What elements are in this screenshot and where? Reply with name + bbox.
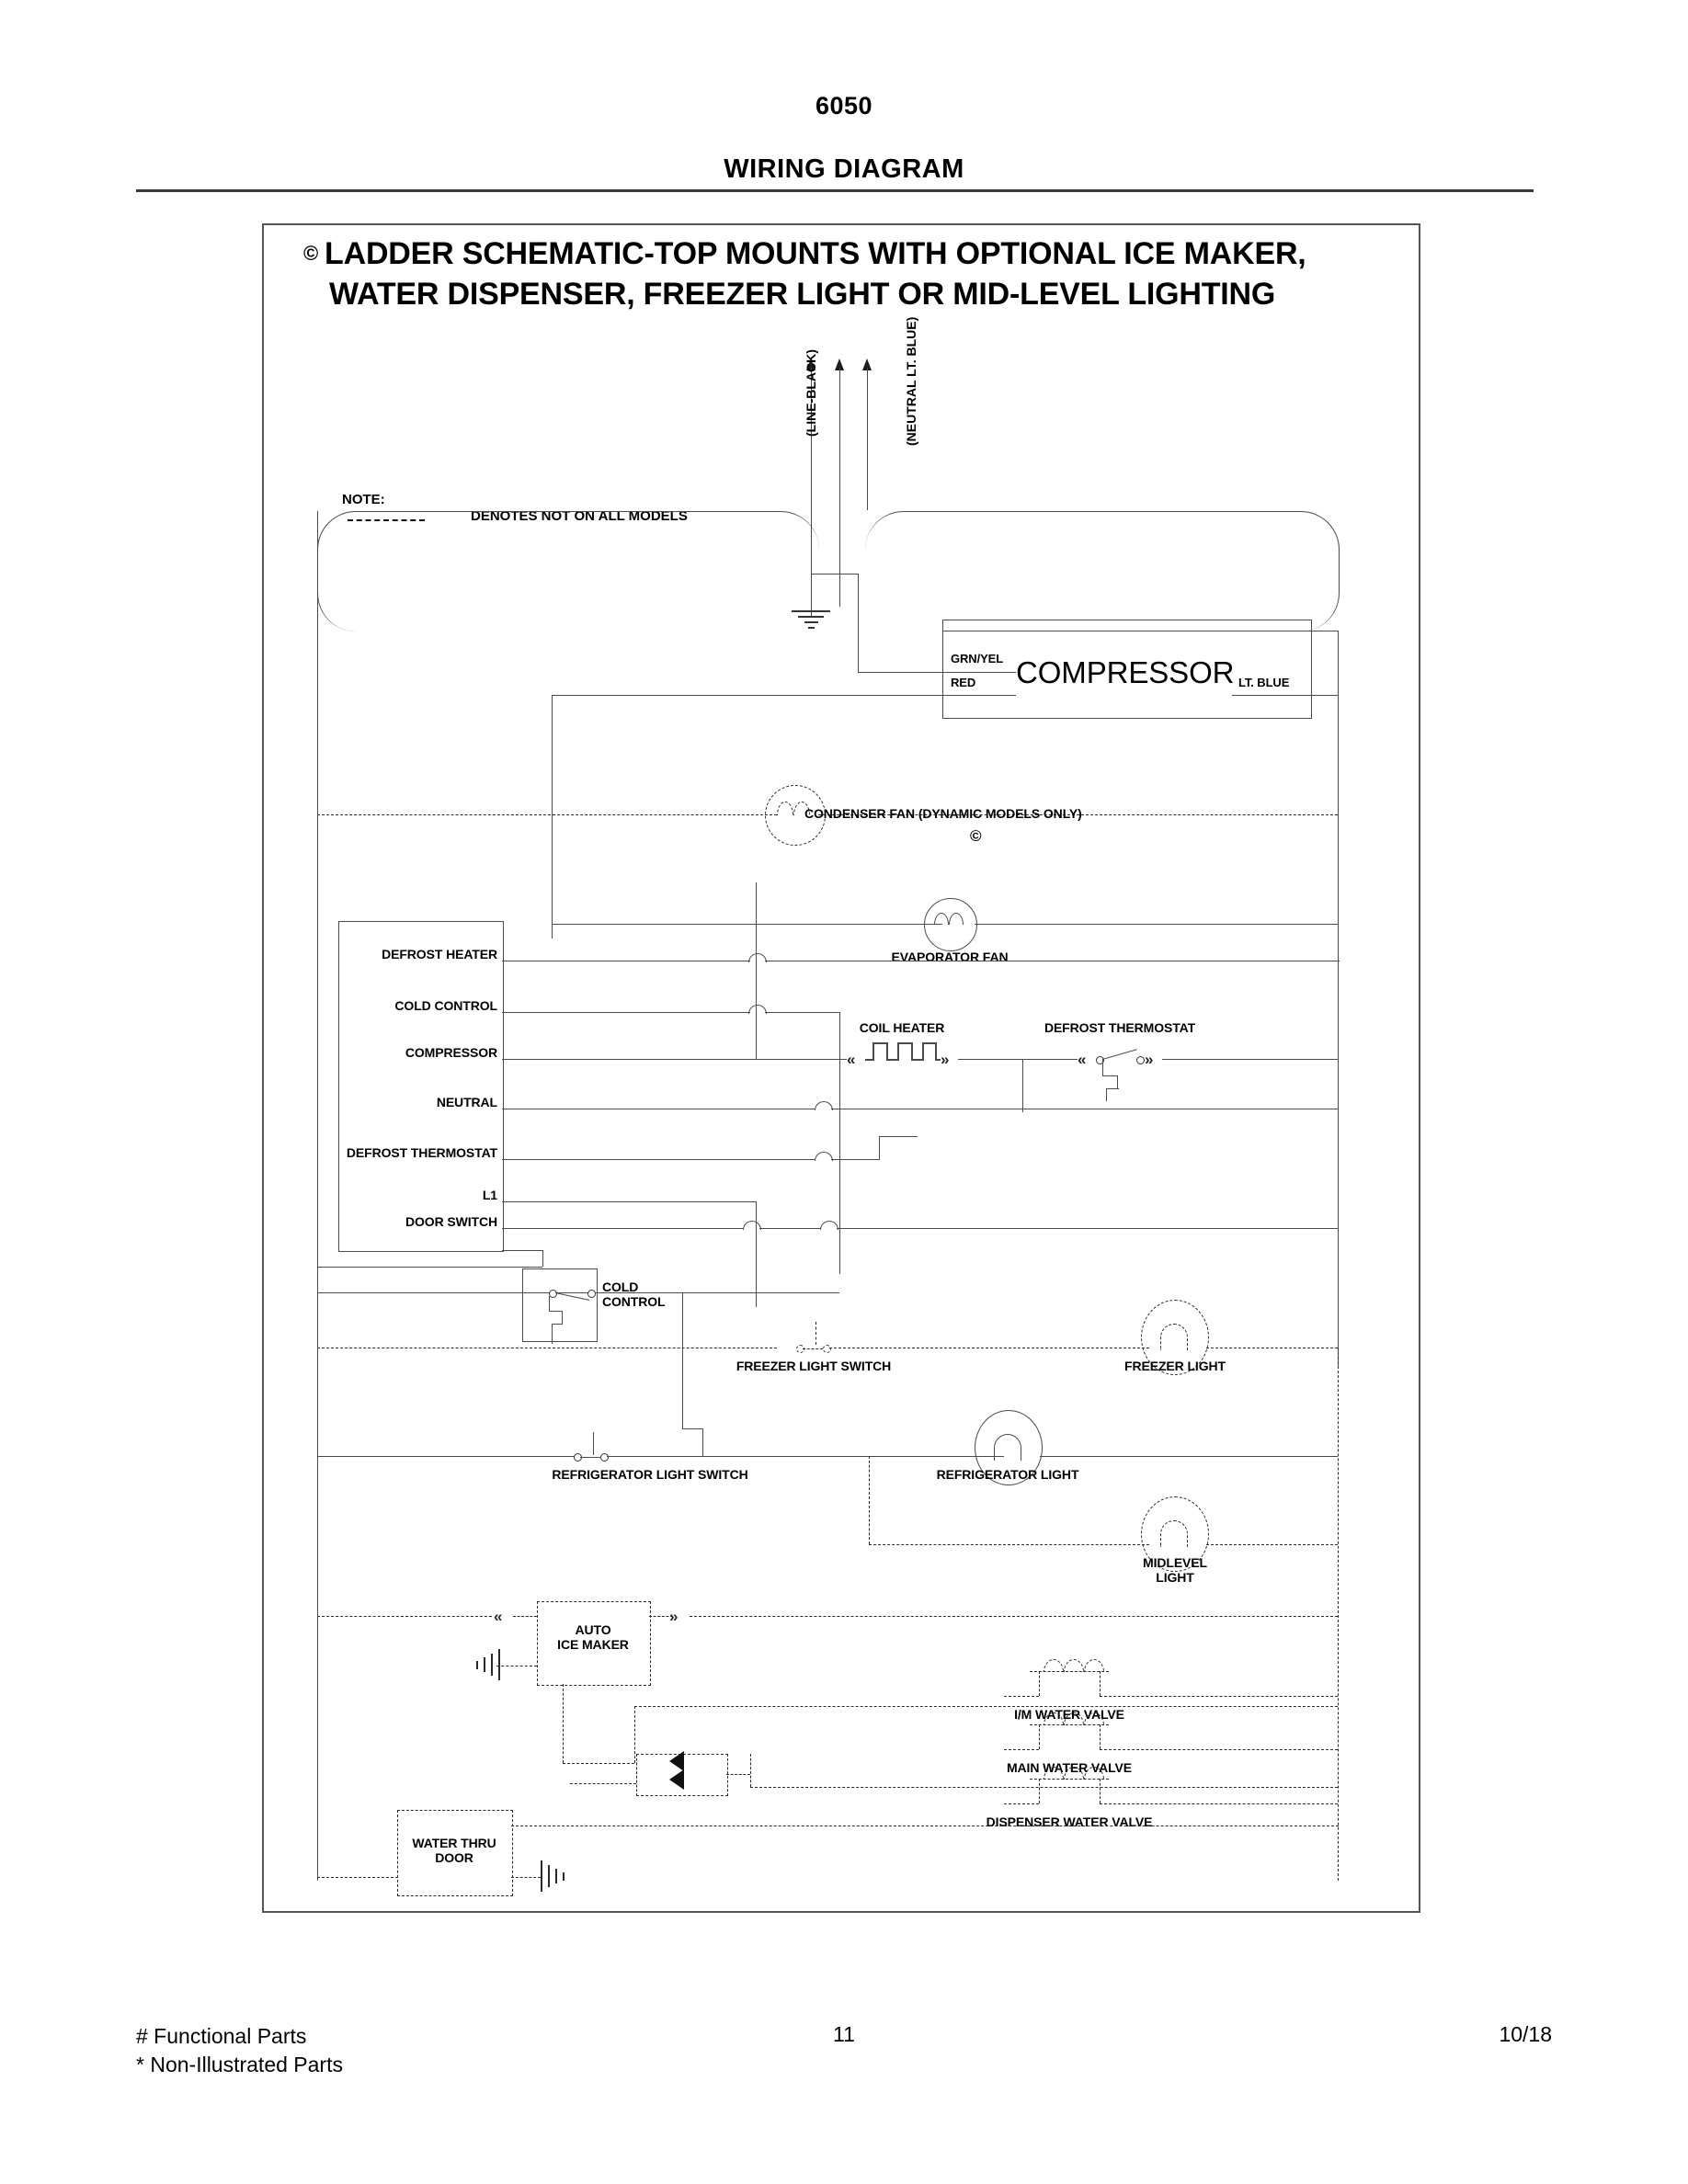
- terminal-label-cold-control: COLD CONTROL: [394, 998, 497, 1013]
- supply-line-3: [867, 368, 868, 510]
- bus-loop-left: [317, 511, 819, 631]
- main-valve-rung-right: [1100, 1749, 1338, 1750]
- supply-neutral-label: (NEUTRAL LT. BLUE): [904, 316, 918, 446]
- ref-rung-right: [1040, 1456, 1338, 1457]
- ref-rung-left: [317, 1456, 575, 1457]
- evaporator-fan-label: EVAPORATOR FAN: [891, 950, 1009, 964]
- water-thru-door-rung-left: [317, 1877, 398, 1878]
- terminal-label-defrost-heater: DEFROST HEATER: [382, 947, 497, 961]
- freezer-light-switch-blade: [815, 1322, 816, 1345]
- footer-non-illustrated-parts: * Non-Illustrated Parts: [136, 2053, 343, 2077]
- footer-page-number: 11: [833, 2022, 855, 2046]
- schematic-title: [303, 234, 1370, 314]
- grn-yel-label: GRN/YEL: [951, 652, 1004, 665]
- right-neutral-bus: [1338, 631, 1339, 1366]
- ice-maker-connector-right-icon: »: [669, 1608, 676, 1625]
- terminal-wire-cold-control: [502, 1012, 750, 1013]
- ground-stem: [811, 574, 812, 610]
- midlevel-light-label: [1143, 1555, 1207, 1585]
- ref-light-switch-blade: [593, 1432, 594, 1455]
- coil-heater-rung-left: [502, 1059, 847, 1060]
- ice-maker-drop-run: [563, 1763, 634, 1764]
- compressor-terminal-riser: [756, 882, 757, 1059]
- dispenser-block-riser: [750, 1754, 751, 1787]
- refrigerator-light-filament-icon: [994, 1434, 1021, 1461]
- cold-control-drop: [839, 1012, 840, 1274]
- note-label: NOTE:: [342, 492, 385, 507]
- red-label: RED: [951, 676, 976, 689]
- water-thru-door-label: [412, 1836, 496, 1865]
- auto-ice-maker-label-line1: AUTO: [575, 1622, 611, 1637]
- lt-blue-label: LT. BLUE: [1238, 676, 1290, 689]
- midlevel-light-label-line2: LIGHT: [1156, 1570, 1194, 1586]
- water-thru-door-label-line1: WATER THRU: [412, 1836, 496, 1850]
- freezer-light-switch-label: FREEZER LIGHT SWITCH: [736, 1359, 892, 1373]
- condenser-fan-label: CONDENSER FAN (DYNAMIC MODELS ONLY): [804, 806, 1082, 821]
- disp-valve-rung-right: [1100, 1803, 1338, 1804]
- cold-control-label-line1: COLD: [602, 1280, 639, 1294]
- terminal-wire-defrost-thermostat-b: [831, 1159, 879, 1160]
- ground-symbol: [792, 610, 830, 632]
- midlevel-light-label-line1: MIDLEVEL: [1143, 1555, 1207, 1570]
- im-valve-leg-left: [1039, 1671, 1040, 1696]
- ref-rung-mid: [607, 1456, 1004, 1457]
- terminal-label-l1: L1: [482, 1188, 497, 1202]
- im-valve-rung-left: [1004, 1696, 1039, 1697]
- ref-light-riser-step2: [702, 1428, 703, 1456]
- evaporator-fan-rung-right: [975, 924, 1338, 925]
- grn-yel-wire: [858, 672, 942, 673]
- header-divider: [136, 189, 1534, 192]
- disp-valve-leg-left: [1039, 1779, 1040, 1803]
- defrost-thermostat-contact-right: [1136, 1056, 1145, 1064]
- defrost-thermostat-connector-right-icon: »: [1145, 1051, 1151, 1068]
- cold-control-box: [522, 1268, 598, 1342]
- cold-control-switch-label: [602, 1280, 666, 1309]
- disp-valve-rung-left: [1004, 1803, 1039, 1804]
- coil-heater-connector-right-icon: »: [941, 1051, 947, 1068]
- evaporator-fan-coil-icon: [934, 913, 964, 925]
- midlevel-rung-left: [869, 1544, 1149, 1545]
- cold-control-contact-left: [549, 1290, 557, 1298]
- model-number: 6050: [815, 92, 873, 119]
- dispenser-triangle-1-icon: [669, 1751, 684, 1771]
- ref-light-riser-step: [682, 1428, 702, 1429]
- ice-maker-ground-icon: [467, 1649, 500, 1682]
- ice-maker-rung-left: [317, 1616, 492, 1617]
- coil-heater-drop: [1022, 1059, 1023, 1112]
- red-wire: [552, 695, 942, 696]
- defrost-thermostat-label: DEFROST THERMOSTAT: [1044, 1020, 1196, 1035]
- ice-maker-connector-left-icon: «: [494, 1608, 500, 1625]
- im-valve-rung-right: [1100, 1696, 1338, 1697]
- dispenser-triangle-2-icon: [669, 1769, 684, 1790]
- ice-maker-drop-run2: [634, 1706, 635, 1763]
- terminal-wire-door-switch-b: [759, 1228, 820, 1229]
- disp-valve-leg-right: [1100, 1779, 1101, 1803]
- im-valve-leg-right: [1100, 1671, 1101, 1696]
- defrost-thermostat-connector-left-icon: «: [1078, 1051, 1084, 1068]
- page-title: WIRING DIAGRAM: [724, 154, 964, 184]
- copyright-icon: ©: [303, 242, 319, 265]
- freezer-light-switch-link: [803, 1348, 823, 1349]
- defrost-thermostat-link: [879, 1136, 880, 1160]
- ice-maker-rung-right: [690, 1616, 1338, 1617]
- terminal-wire-defrost-thermostat: [502, 1159, 815, 1160]
- block-bottom-bus: [317, 1267, 542, 1268]
- disp-valve-coil-icon: [1044, 1767, 1104, 1780]
- ref-light-switch-label: REFRIGERATOR LIGHT SWITCH: [552, 1467, 748, 1482]
- terminal-wire-l1: [502, 1201, 756, 1202]
- terminal-wire-door-switch: [502, 1228, 743, 1229]
- midlevel-light-filament-icon: [1160, 1520, 1188, 1547]
- condenser-fan-rung-left: [317, 814, 777, 815]
- cold-control-label-line2: CONTROL: [602, 1294, 666, 1310]
- ref-light-switch-contact-right: [600, 1453, 609, 1462]
- dispenser-water-valve-label: DISPENSER WATER VALVE: [986, 1814, 1153, 1829]
- terminal-wire-door-switch-c: [837, 1228, 1338, 1229]
- cold-control-out-wire: [596, 1292, 839, 1293]
- supply-line-label: (LINE-BLACK): [804, 349, 818, 437]
- refrigerator-light-label: REFRIGERATOR LIGHT: [936, 1467, 1079, 1482]
- coil-heater-label: COIL HEATER: [859, 1020, 945, 1035]
- l1-drop: [756, 1201, 757, 1307]
- main-valve-leg-right: [1100, 1724, 1101, 1749]
- bus-loop-right: [865, 511, 1340, 631]
- dispenser-block-out: [750, 1787, 1338, 1788]
- dispenser-block-lead-right: [726, 1774, 750, 1775]
- midlevel-branch-drop: [869, 1456, 870, 1544]
- left-line-bus: [317, 511, 318, 1881]
- supply-line-2: [839, 368, 840, 607]
- grn-yel-wire-inner: [942, 672, 1016, 673]
- schematic-title-line2: WATER DISPENSER, FREEZER LIGHT OR MID-LEVEL LIGHTING: [329, 276, 1276, 312]
- terminal-label-defrost-thermostat: DEFROST THERMOSTAT: [346, 1145, 497, 1160]
- lt-blue-wire: [1232, 695, 1338, 696]
- ice-maker-drop: [563, 1684, 564, 1763]
- red-wire-inner: [942, 695, 1016, 696]
- coil-heater-icon: [865, 1042, 939, 1061]
- midlevel-rung-right: [1206, 1544, 1338, 1545]
- ground-drop-wire: [858, 574, 859, 672]
- im-valve-coil-icon: [1044, 1659, 1104, 1672]
- condenser-fan-copyright-icon: ©: [970, 827, 982, 845]
- right-neutral-bus-dashed: [1338, 1348, 1339, 1881]
- water-thru-door-ground-lead: [511, 1877, 541, 1878]
- ref-light-riser: [682, 1292, 683, 1428]
- terminal-wire-cold-control-b: [765, 1012, 840, 1013]
- terminal-label-door-switch: DOOR SWITCH: [405, 1214, 497, 1229]
- schematic-title-line1: LADDER SCHEMATIC-TOP MOUNTS WITH OPTIONAL ICE MAKER,: [325, 236, 1306, 271]
- terminal-label-neutral: NEUTRAL: [436, 1095, 497, 1109]
- coil-heater-rung-mid: [958, 1059, 1078, 1060]
- freezer-light-label: FREEZER LIGHT: [1124, 1359, 1226, 1373]
- block-step-riser: [542, 1250, 543, 1267]
- defrost-thermostat-link-h: [879, 1136, 918, 1137]
- cold-control-contact-right: [587, 1290, 596, 1298]
- ref-light-switch-link: [580, 1457, 600, 1458]
- terminal-block-box: [338, 921, 504, 1252]
- evaporator-fan-rung-left: [552, 924, 942, 925]
- footer-functional-parts: # Functional Parts: [136, 2024, 307, 2048]
- main-water-valve-label: MAIN WATER VALVE: [1006, 1760, 1133, 1775]
- dispenser-block-lead-left: [570, 1783, 636, 1784]
- auto-ice-maker-label-line2: ICE MAKER: [557, 1637, 629, 1653]
- main-valve-leg-left: [1039, 1724, 1040, 1749]
- terminal-label-compressor: COMPRESSOR: [405, 1045, 497, 1060]
- footer-revision-date: 10/18: [1499, 2022, 1552, 2046]
- ice-maker-lead-left: [513, 1616, 537, 1617]
- auto-ice-maker-label: [557, 1622, 629, 1652]
- freezer-light-switch-contact-right: [823, 1345, 831, 1353]
- ice-maker-branch-top: [634, 1706, 1338, 1707]
- water-thru-door-label-line2: DOOR: [435, 1850, 473, 1866]
- im-water-valve-label: I/M WATER VALVE: [1014, 1707, 1124, 1722]
- main-valve-rung-left: [1004, 1749, 1039, 1750]
- freezer-light-filament-icon: [1160, 1324, 1188, 1350]
- red-wire-drop: [552, 695, 553, 938]
- water-thru-door-ground-icon: [539, 1860, 572, 1894]
- note-legend-text: DENOTES NOT ON ALL MODELS: [471, 508, 688, 524]
- compressor-label: COMPRESSOR: [1016, 655, 1235, 689]
- coil-heater-connector-left-icon: «: [847, 1051, 853, 1068]
- block-step-run: [502, 1250, 542, 1251]
- main-valve-coil-icon: [1044, 1712, 1104, 1725]
- evaporator-fan-motor-icon: [924, 898, 977, 951]
- defrost-thermostat-rung-right: [1162, 1059, 1338, 1060]
